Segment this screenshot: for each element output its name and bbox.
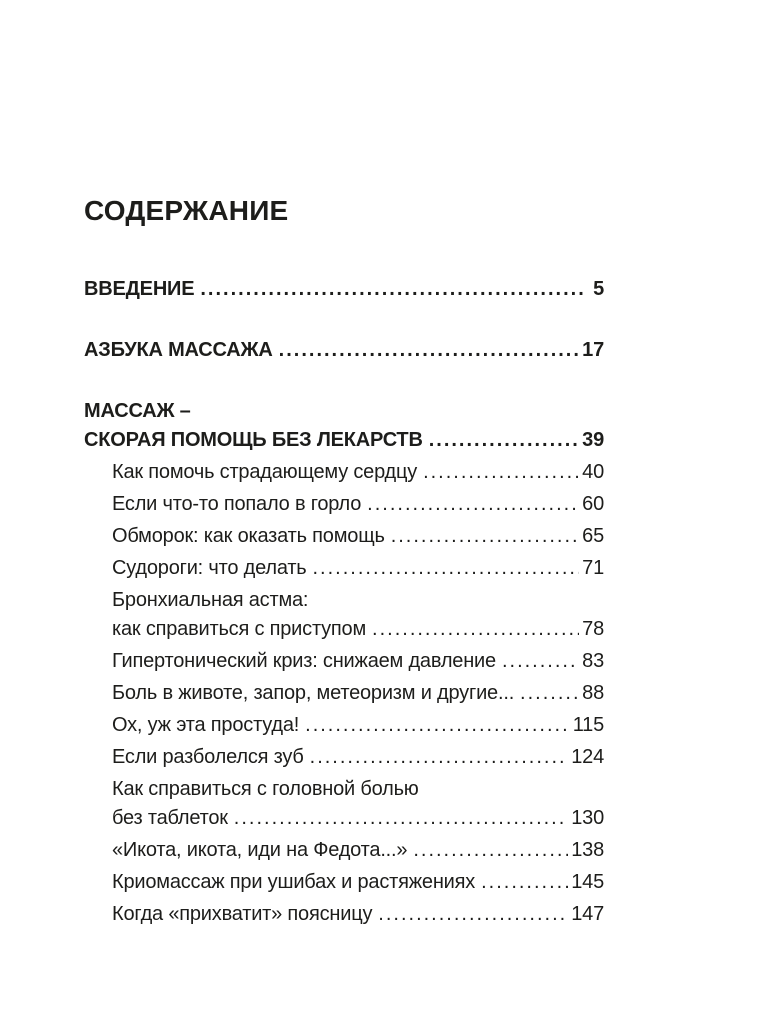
toc-entry-label: Если что-то попало в горло (112, 493, 362, 515)
toc-entry-label: СКОРАЯ ПОМОЩЬ БЕЗ ЛЕКАРСТВ (84, 429, 423, 451)
toc-entry-page: 147 (571, 903, 604, 925)
toc-entry-golovnaya-line2 (84, 804, 604, 833)
toc-entry-label: Судороги: что делать (112, 557, 307, 579)
toc-entry-page: 17 (582, 339, 604, 361)
toc-entry-label: Когда «прихватит» поясницу (112, 903, 373, 925)
toc-entry-label: «Икота, икота, иди на Федота...» (112, 839, 408, 861)
toc-entry-label: Как помочь страдающему сердцу (112, 461, 418, 483)
dot-leader (481, 868, 568, 897)
dot-leader (520, 679, 579, 708)
toc-entry-page: 145 (571, 871, 604, 893)
toc-entry-ikota (84, 836, 604, 865)
dot-leader (378, 900, 568, 929)
toc-entry-kriomassazh (84, 868, 604, 897)
dot-leader (391, 522, 579, 551)
toc-entry-massazh-line1 (84, 397, 604, 426)
dot-leader (313, 554, 580, 583)
toc-entry-kriz (84, 647, 604, 676)
toc-entry-page: 88 (582, 682, 604, 704)
toc-entry-sudorogi (84, 554, 604, 583)
toc-entry-label: Гипертонический криз: снижаем давление (112, 650, 496, 672)
toc-entry-page: 5 (593, 278, 604, 300)
dot-leader (200, 275, 586, 304)
toc-entry-zhivot (84, 679, 604, 708)
page-title: СОДЕРЖАНИЕ (84, 195, 289, 226)
toc-entry-label: Боль в животе, запор, метеоризм и другие... (112, 682, 515, 704)
toc-entry-page: 78 (582, 618, 604, 640)
toc-entry-zub (84, 743, 604, 772)
toc-entry-page: 124 (571, 746, 604, 768)
toc-entry-page: 65 (582, 525, 604, 547)
toc-list (84, 275, 604, 929)
toc-entry-page: 60 (582, 493, 604, 515)
dot-leader (423, 458, 579, 487)
toc-entry-page: 138 (571, 839, 604, 861)
toc-entry-poyasnitsa (84, 900, 604, 929)
dot-leader (367, 490, 579, 519)
toc-entry-massazh-line2 (84, 426, 604, 455)
toc-entry-page: 40 (582, 461, 604, 483)
toc-entry-astma-line2 (84, 615, 604, 644)
toc-entry-page: 115 (572, 714, 604, 736)
toc-entry-serdce (84, 458, 604, 487)
toc-entry-astma-line1 (84, 586, 604, 615)
toc-entry-page: 71 (582, 557, 604, 579)
dot-leader (310, 743, 569, 772)
dot-leader (279, 336, 579, 365)
dot-leader (429, 426, 579, 455)
dot-leader (413, 836, 568, 865)
toc-entry-prostuda (84, 711, 604, 740)
toc-entry-gorlo (84, 490, 604, 519)
toc-entry-label: ВВЕДЕНИЕ (84, 278, 195, 300)
toc-entry-label: Бронхиальная астма: (112, 589, 309, 611)
dot-leader (372, 615, 579, 644)
toc-entry-label: Если разболелся зуб (112, 746, 304, 768)
toc-entry-page: 130 (571, 807, 604, 829)
toc-entry-label: АЗБУКА МАССАЖА (84, 339, 273, 361)
toc-entry-label: Обморок: как оказать помощь (112, 525, 385, 547)
dot-leader (234, 804, 568, 833)
toc-entry-label: как справиться с приступом (112, 618, 367, 640)
toc-entry-page: 83 (582, 650, 604, 672)
toc-entry-azbuka (84, 336, 604, 365)
toc-entry-label: Ох, уж эта простуда! (112, 714, 300, 736)
toc-entry-label: Криомассаж при ушибах и растяжениях (112, 871, 476, 893)
toc-entry-obmorok (84, 522, 604, 551)
toc-entry-page: 39 (582, 429, 604, 451)
toc-entry-label: без таблеток (112, 807, 228, 829)
dot-leader (305, 711, 570, 740)
toc-entry-label: Как справиться с головной болью (112, 778, 419, 800)
toc-entry-label: МАССАЖ – (84, 400, 191, 422)
toc-entry-golovnaya-line1 (84, 775, 604, 804)
toc-entry-vvedenie (84, 275, 604, 304)
dot-leader (502, 647, 579, 676)
